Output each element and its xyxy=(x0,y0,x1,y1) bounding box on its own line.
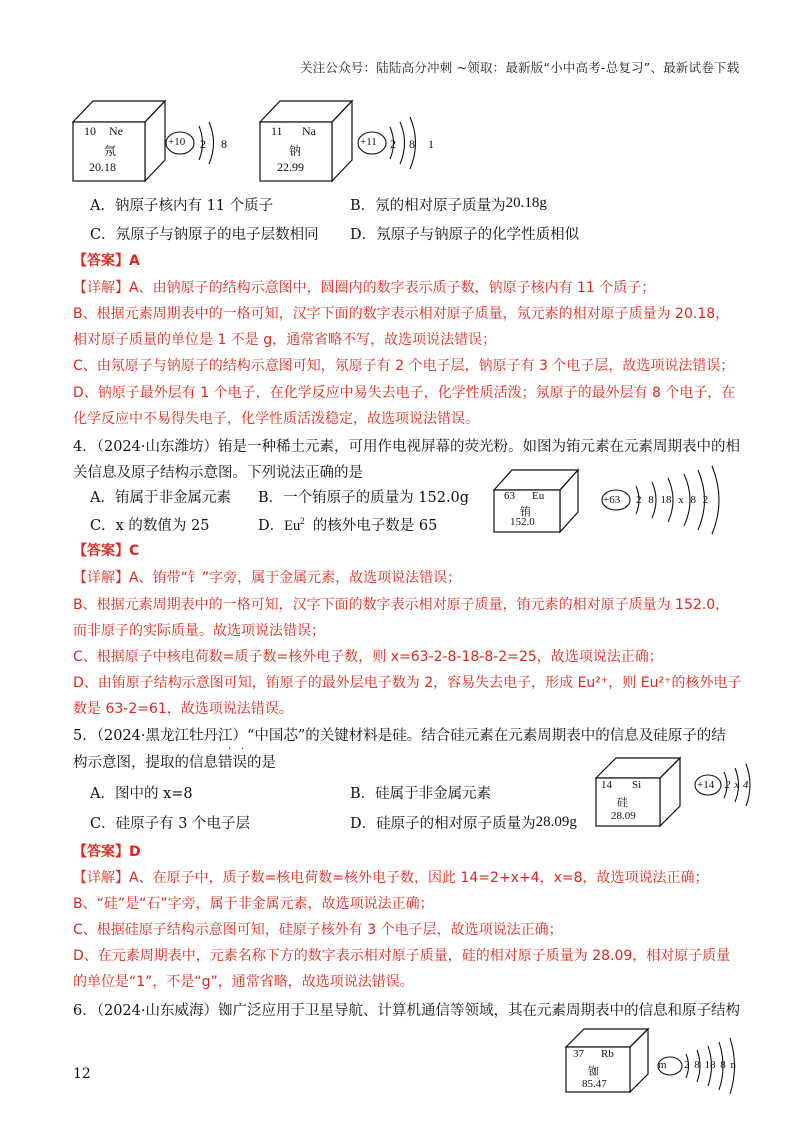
na-number: 11 xyxy=(271,124,283,138)
si-symbol: Si xyxy=(632,779,642,791)
si-number: 14 xyxy=(601,779,612,791)
q5-option-a: A．图中的 x=8 xyxy=(90,786,193,802)
q3-option-b-value: 20.18g xyxy=(505,195,547,211)
q4-stem: 关信息及原子结构示意图。下列说法正确的是 xyxy=(73,465,363,481)
eu-nucleus: +63 xyxy=(603,494,621,506)
q4-detail-line: C、根据原子中核电荷数=质子数=核外电子数，则 x=63-2-8-18-8-2=25，故选项说法正确； xyxy=(73,649,663,665)
q3-detail-line: B、根据元素周期表中的一格可知，汉字下面的数字表示相对原子质量，氖元素的相对原子质量为 20.18， xyxy=(73,306,730,322)
q3-option-c: C．氖原子与钠原子的电子层数相同 xyxy=(90,227,319,243)
q5-stem: 构示意图，提取的信息错误的是 xyxy=(73,755,276,771)
q5-option-b: B．硅属于非金属元素 xyxy=(350,786,492,802)
q3-detail-line: C、由氖原子与钠原子的结构示意图可知，氖原子有 2 个电子层，钠原子有 3 个电子层，故选项说法错误； xyxy=(73,358,735,374)
q6-stem: 6．（2024·山东威海）铷广泛应用于卫星导航、计算机通信等领域，其在元素周期表中的信息和原子结构 xyxy=(73,1003,740,1019)
page-header: 关注公众号：陆陆高分冲刺 ~领取：最新版“小中高考-总复习”、最新试卷下载 xyxy=(300,60,740,75)
q4-option-c: C．x 的数值为 25 xyxy=(90,518,210,534)
eu-symbol: Eu xyxy=(532,490,545,502)
eu-number: 63 xyxy=(504,490,515,502)
q4-detail-line: D、由铕原子结构示意图可知，铕原子的最外层电子数为 2，容易失去电子，形成 Eu²⁺，则 Eu²⁺的核外电子 xyxy=(73,675,742,691)
q4-stem: 4．（2024·山东潍坊）铕是一种稀土元素，可用作电视屏幕的荧光粉。如图为铕元素在元素周期表中的相 xyxy=(73,439,740,455)
na-symbol: Na xyxy=(302,124,316,138)
na-nucleus: +11 xyxy=(360,136,377,148)
ne-symbol: Ne xyxy=(109,124,123,138)
rb-mass: 85.47 xyxy=(582,1078,607,1090)
ne-nucleus: +10 xyxy=(168,136,186,148)
eu-mass: 152.0 xyxy=(510,516,535,528)
q3-detail-line: D、钠原子最外层有 1 个电子，在化学反应中易失去电子，化学性质活泼；氖原子的最外层有 8 个电子，在 xyxy=(73,385,736,401)
si-nucleus: +14 xyxy=(697,779,715,791)
q3-answer: 【答案】A xyxy=(73,253,140,269)
rb-name: 铷 xyxy=(588,1066,599,1078)
q5-option-d: D．硅原子的相对原子质量为28.09g xyxy=(350,814,577,832)
rb-nucleus: m xyxy=(658,1059,667,1071)
q3-detail-line: 【详解】A、由钠原子的结构示意图中，圆圈内的数字表示质子数，钠原子核内有 11 个质子； xyxy=(73,280,656,296)
q4-detail-line: B、根据元素周期表中的一格可知，汉字下面的数字表示相对原子质量，铕元素的相对原子质量为 152.0， xyxy=(73,597,730,613)
q4-detail-line: 数是 63-2=61，故选项说法错误。 xyxy=(73,701,293,717)
page-number: 12 xyxy=(73,1066,91,1082)
q3-option-a: A．钠原子核内有 11 个质子 xyxy=(90,198,274,214)
ne-mass: 20.18 xyxy=(89,160,116,174)
rb-number: 37 xyxy=(573,1048,584,1060)
eu-shells: 2 8 18 x 8 2 xyxy=(636,494,709,506)
q4-option-d: D．Eu$^2$ 的核外电子数是 65 xyxy=(258,516,438,534)
ne-number: 10 xyxy=(84,124,96,138)
q4-option-a: A．铕属于非金属元素 xyxy=(90,490,231,506)
si-shells: 2 x 4 xyxy=(725,779,749,791)
q5-stem: 5．（2024·黑龙江牡丹江）“中国芯”的关键材料是硅。结合硅元素在元素周期表中的信息及硅原子的结 xyxy=(73,728,726,744)
emphasis-dots: ·· xyxy=(228,744,255,755)
q4-detail-line: 【详解】A、铕带“钅”字旁，属于金属元素，故选项说法错误； xyxy=(73,570,462,586)
ne-shells: 2 8 xyxy=(200,137,233,151)
rb-symbol: Rb xyxy=(601,1048,614,1060)
q5-detail-line: C、根据硅原子结构示意图可知，硅原子核外有 3 个电子层，故选项说法正确； xyxy=(73,922,563,938)
q5-answer: 【答案】D xyxy=(73,844,141,860)
si-mass: 28.09 xyxy=(611,810,636,822)
q5-option-c: C．硅原子有 3 个电子层 xyxy=(90,816,251,832)
na-shells: 2 8 1 xyxy=(390,137,439,151)
na-mass: 22.99 xyxy=(277,160,304,174)
q3-detail-line: 化学反应中不易得失电子，化学性质活泼稳定，故选项说法错误。 xyxy=(73,411,479,427)
rb-shells: 2 8 18 8 n xyxy=(684,1059,736,1071)
q5-detail-line: D、在元素周期表中，元素名称下方的数字表示相对原子质量，硅的相对原子质量为 28.09，相对原子质量 xyxy=(73,948,731,964)
q4-ion: Eu$^2$ xyxy=(284,516,305,534)
q5-option-d-value: 28.09g xyxy=(535,814,577,830)
q5-detail-line: 的单位是“1”，不是“g”，通常省略，故选项说法错误。 xyxy=(73,974,414,990)
q3-option-b: B．氖的相对原子质量为20.18g xyxy=(350,195,547,214)
na-name: 钠 xyxy=(289,144,302,158)
q4-detail-line: 而非原子的实际质量。故选项说法错误； xyxy=(73,623,325,639)
q3-option-d: D．氖原子与钠原子的化学性质相似 xyxy=(350,227,580,243)
q4-answer: 【答案】C xyxy=(73,543,140,559)
q4-option-b: B．一个铕原子的质量为 152.0g xyxy=(258,490,470,506)
q5-detail-line: 【详解】A、在原子中，质子数=核电荷数=核外电子数，因此 14=2+x+4，x=8，故选项说法正确； xyxy=(73,870,709,886)
q5-detail-line: B、“硅”是“石”字旁，属于非金属元素，故选项说法正确； xyxy=(73,896,434,912)
eu-name: 铕 xyxy=(520,506,531,518)
ne-name: 氖 xyxy=(104,144,117,158)
q3-detail-line: 相对原子质量的单位是 1 不是 g，通常省略不写，故选项说法错误； xyxy=(73,332,497,348)
si-name: 硅 xyxy=(617,797,628,809)
